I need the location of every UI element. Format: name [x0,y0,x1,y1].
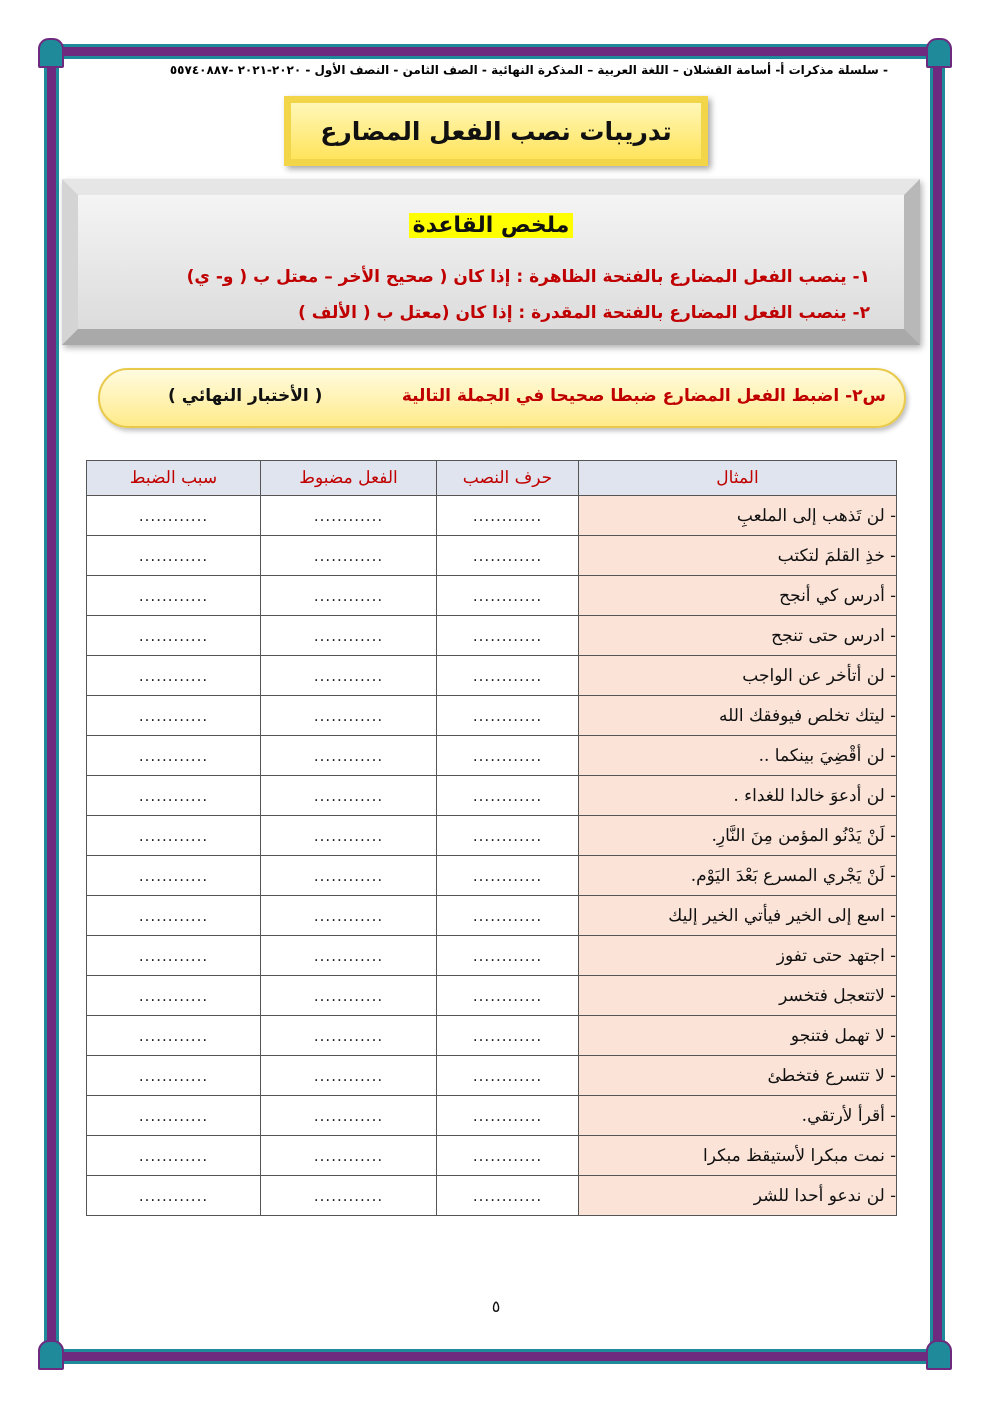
page-border-bottom [44,1349,948,1364]
example-cell: - لا تتسرع فتخطئ [579,1056,897,1096]
rule-summary-heading-wrap [78,213,904,238]
table-row [87,656,897,696]
question-banner [98,368,906,428]
reason-answer-cell[interactable]: ............ [87,536,261,576]
table-row [87,1056,897,1096]
example-cell: - لا تهمل فتنجو [579,1016,897,1056]
particle-answer-cell[interactable]: ............ [437,1136,579,1176]
series-header: - سلسلة مذكرات أ- أسامة القشلان – اللغة العربية – المذكرة النهائية - الصف الثامن - النصف الأول - ٢٠٢٠-٢٠٢١ -٥٥٧٤٠٨٨٧ [169,63,888,77]
particle-answer-cell[interactable]: ............ [437,1176,579,1216]
example-cell: - خذِ القلمَ لتكتب [579,536,897,576]
verb-answer-cell[interactable]: ............ [261,536,437,576]
reason-answer-cell[interactable]: ............ [87,576,261,616]
particle-answer-cell[interactable]: ............ [437,496,579,536]
example-cell: - لن ندعو أحدا للشر [579,1176,897,1216]
table-row [87,536,897,576]
rule-line-2: ٢- ينصب الفعل المضارع بالفتحة المقدرة : إذا كان (معتل ب ( الألف ) [298,303,870,323]
worksheet-title-box [284,96,708,166]
particle-answer-cell[interactable]: ............ [437,936,579,976]
page-number: ٥ [491,1297,501,1316]
table-row [87,1096,897,1136]
question-label: س٢- اضبط الفعل المضارع ضبطا صحيحا في الجملة التالية [401,386,886,406]
verb-answer-cell[interactable]: ............ [261,1136,437,1176]
rule-summary-box [62,179,920,345]
particle-answer-cell[interactable]: ............ [437,816,579,856]
particle-answer-cell[interactable]: ............ [437,616,579,656]
example-cell: - لاتتعجل فتخسر [579,976,897,1016]
reason-answer-cell[interactable]: ............ [87,696,261,736]
reason-answer-cell[interactable]: ............ [87,496,261,536]
verb-answer-cell[interactable]: ............ [261,936,437,976]
verb-answer-cell[interactable]: ............ [261,816,437,856]
table-row [87,1136,897,1176]
particle-answer-cell[interactable]: ............ [437,656,579,696]
verb-answer-cell[interactable]: ............ [261,776,437,816]
example-cell: - ادرس حتى تنجح [579,616,897,656]
particle-answer-cell[interactable]: ............ [437,696,579,736]
page-border-top [44,44,948,59]
reason-answer-cell[interactable]: ............ [87,896,261,936]
reason-answer-cell[interactable]: ............ [87,656,261,696]
reason-answer-cell[interactable]: ............ [87,1096,261,1136]
verb-answer-cell[interactable]: ............ [261,1056,437,1096]
reason-answer-cell[interactable]: ............ [87,856,261,896]
table-row [87,1016,897,1056]
table-row [87,1176,897,1216]
particle-answer-cell[interactable]: ............ [437,1016,579,1056]
table-row [87,936,897,976]
verb-answer-cell[interactable]: ............ [261,1096,437,1136]
verb-answer-cell[interactable]: ............ [261,616,437,656]
reason-answer-cell[interactable]: ............ [87,1176,261,1216]
corner-ornament-icon [38,1340,64,1370]
reason-answer-cell[interactable]: ............ [87,776,261,816]
rule-line-1: ١- ينصب الفعل المضارع بالفتحة الظاهرة : إذا كان ( صحيح الأخر – معتل ب ( و- ي) [186,267,870,287]
page-border-right [930,44,945,1364]
particle-answer-cell[interactable]: ............ [437,576,579,616]
worksheet-title: تدريبات نصب الفعل المضارع [320,116,672,146]
example-cell: - لن أقْضِيَ بينكما .. [579,736,897,776]
corner-ornament-icon [38,38,64,68]
reason-answer-cell[interactable]: ............ [87,936,261,976]
table-header-row [87,461,897,496]
verb-answer-cell[interactable]: ............ [261,656,437,696]
verb-answer-cell[interactable]: ............ [261,736,437,776]
reason-answer-cell[interactable]: ............ [87,1056,261,1096]
example-cell: - ليتك تخلص فيوفقك الله [579,696,897,736]
table-row [87,976,897,1016]
particle-answer-cell[interactable]: ............ [437,776,579,816]
column-header-particle: حرف النصب [437,461,579,496]
table-row [87,776,897,816]
question-exam-note: ( الأختبار النهائي ) [168,386,323,406]
table-row [87,576,897,616]
table-row [87,696,897,736]
table-row [87,496,897,536]
example-cell: - اجتهد حتى تفوز [579,936,897,976]
verb-answer-cell[interactable]: ............ [261,896,437,936]
example-cell: - لن تَذهب إلى الملعبِ [579,496,897,536]
example-cell: - أقرأ لأرتقي. [579,1096,897,1136]
table-row [87,856,897,896]
particle-answer-cell[interactable]: ............ [437,1096,579,1136]
table-row [87,896,897,936]
exercise-table [86,460,897,1216]
reason-answer-cell[interactable]: ............ [87,736,261,776]
table-row [87,816,897,856]
particle-answer-cell[interactable]: ............ [437,896,579,936]
particle-answer-cell[interactable]: ............ [437,1056,579,1096]
reason-answer-cell[interactable]: ............ [87,1016,261,1056]
reason-answer-cell[interactable]: ............ [87,616,261,656]
verb-answer-cell[interactable]: ............ [261,1016,437,1056]
verb-answer-cell[interactable]: ............ [261,1176,437,1216]
particle-answer-cell[interactable]: ............ [437,536,579,576]
table-row [87,736,897,776]
verb-answer-cell[interactable]: ............ [261,976,437,1016]
verb-answer-cell[interactable]: ............ [261,696,437,736]
corner-ornament-icon [926,38,952,68]
example-cell: - لَنْ يَدْنُو المؤمن مِنَ النَّارِ. [579,816,897,856]
column-header-verb: الفعل مضبوط [261,461,437,496]
page-border-left [44,44,59,1364]
column-header-reason: سبب الضبط [87,461,261,496]
reason-answer-cell[interactable]: ............ [87,1136,261,1176]
verb-answer-cell[interactable]: ............ [261,576,437,616]
particle-answer-cell[interactable]: ............ [437,736,579,776]
particle-answer-cell[interactable]: ............ [437,976,579,1016]
corner-ornament-icon [926,1340,952,1370]
reason-answer-cell[interactable]: ............ [87,816,261,856]
exercise-table-body [87,496,897,1216]
example-cell: - لن أتأخر عن الواجب [579,656,897,696]
particle-answer-cell[interactable]: ............ [437,856,579,896]
column-header-example: المثال [579,461,897,496]
verb-answer-cell[interactable]: ............ [261,856,437,896]
table-row [87,616,897,656]
rule-summary-heading: ملخص القاعدة [409,213,574,238]
example-cell: - اسع إلى الخير فيأتي الخير إليك [579,896,897,936]
example-cell: - لَنْ يَجْري المسرع بَعْدَ اليَوْم. [579,856,897,896]
reason-answer-cell[interactable]: ............ [87,976,261,1016]
example-cell: - نمت مبكرا لأستيقظ مبكرا [579,1136,897,1176]
example-cell: - لن أدعوَ خالدا للغداء . [579,776,897,816]
example-cell: - أدرس كي أنجح [579,576,897,616]
verb-answer-cell[interactable]: ............ [261,496,437,536]
